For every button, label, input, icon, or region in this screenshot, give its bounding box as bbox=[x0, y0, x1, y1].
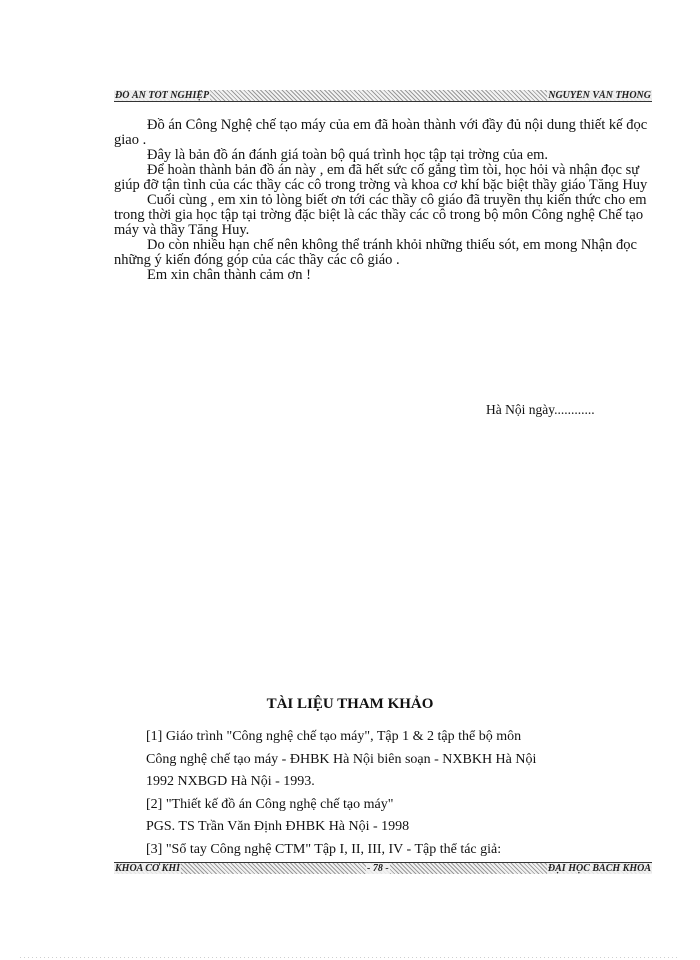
paragraph: Em xin chân thành cảm ơn ! bbox=[147, 267, 311, 283]
body-text bbox=[114, 118, 654, 283]
signature-date: Hà Nội ngày............ bbox=[486, 402, 595, 417]
page-bottom-dots bbox=[20, 957, 680, 958]
reference-line: [2] "Thiết kế đồ án Công nghệ chế tạo máy" bbox=[146, 796, 394, 812]
footer-right-text: ĐẠI HỌC BÁCH KHOA bbox=[547, 863, 651, 874]
references-title: TÀI LIỆU THAM KHẢO bbox=[266, 696, 434, 712]
paragraph: Đồ án Công Nghệ chế tạo máy của em đã hoàn thành với đầy đủ nội dung thiết kế đọc giao . bbox=[114, 117, 648, 148]
reference-line: 1992 NXBGD Hà Nội - 1993. bbox=[146, 774, 315, 790]
references-list bbox=[146, 726, 646, 862]
header-right-text: NGUYỄN VĂN THONG bbox=[548, 90, 651, 101]
header-left-text: ĐỒ ÁN TỐT NGHIỆP bbox=[115, 90, 210, 101]
reference-line: Công nghệ chế tạo máy - ĐHBK Hà Nội biên soạn - NXBKH Hà Nội bbox=[146, 751, 537, 767]
page-number: - 78 - bbox=[367, 863, 389, 874]
paragraph: Cuối cùng , em xin tỏ lòng biết ơn tới các thầy cô giáo đã truyền thụ kiến thức cho em trong thời gia học tập tại trờng đặc biệt là các thầy các cô trong bộ môn Công nghệ Chế tạo máy và thầy Tăng Huy. bbox=[114, 192, 647, 238]
header-rule bbox=[114, 101, 652, 102]
paragraph: Đây là bản đồ án đánh giá toàn bộ quá trình học tập tại trờng của em. bbox=[147, 147, 549, 163]
reference-line: [3] "Sổ tay Công nghệ CTM" Tập I, II, III, IV - Tập thể tác giả: bbox=[146, 841, 502, 857]
paragraph: Để hoàn thành bản đồ án này , em đã hết sức cố gắng tìm tòi, học hỏi và nhận đọc sự giúp đỡ tận tình của các thầy các cô trong trờng và khoa cơ khí bặc biệt thầy giáo Tăng Huy bbox=[114, 162, 648, 193]
page-footer bbox=[114, 863, 652, 874]
paragraph: Do còn nhiều hạn chế nên không thể tránh khỏi những thiếu sót, em mong Nhận đọc những ý kiến đóng góp của các thầy các cô giáo . bbox=[114, 237, 637, 268]
footer-left-text: KHOA CƠ KHÍ bbox=[115, 863, 181, 874]
reference-line: [1] Giáo trình "Công nghệ chế tạo máy", Tập 1 & 2 tập thể bộ môn bbox=[146, 729, 522, 744]
page-header bbox=[114, 90, 652, 101]
reference-line: PGS. TS Trần Văn Định ĐHBK Hà Nội - 1998 bbox=[146, 819, 410, 835]
